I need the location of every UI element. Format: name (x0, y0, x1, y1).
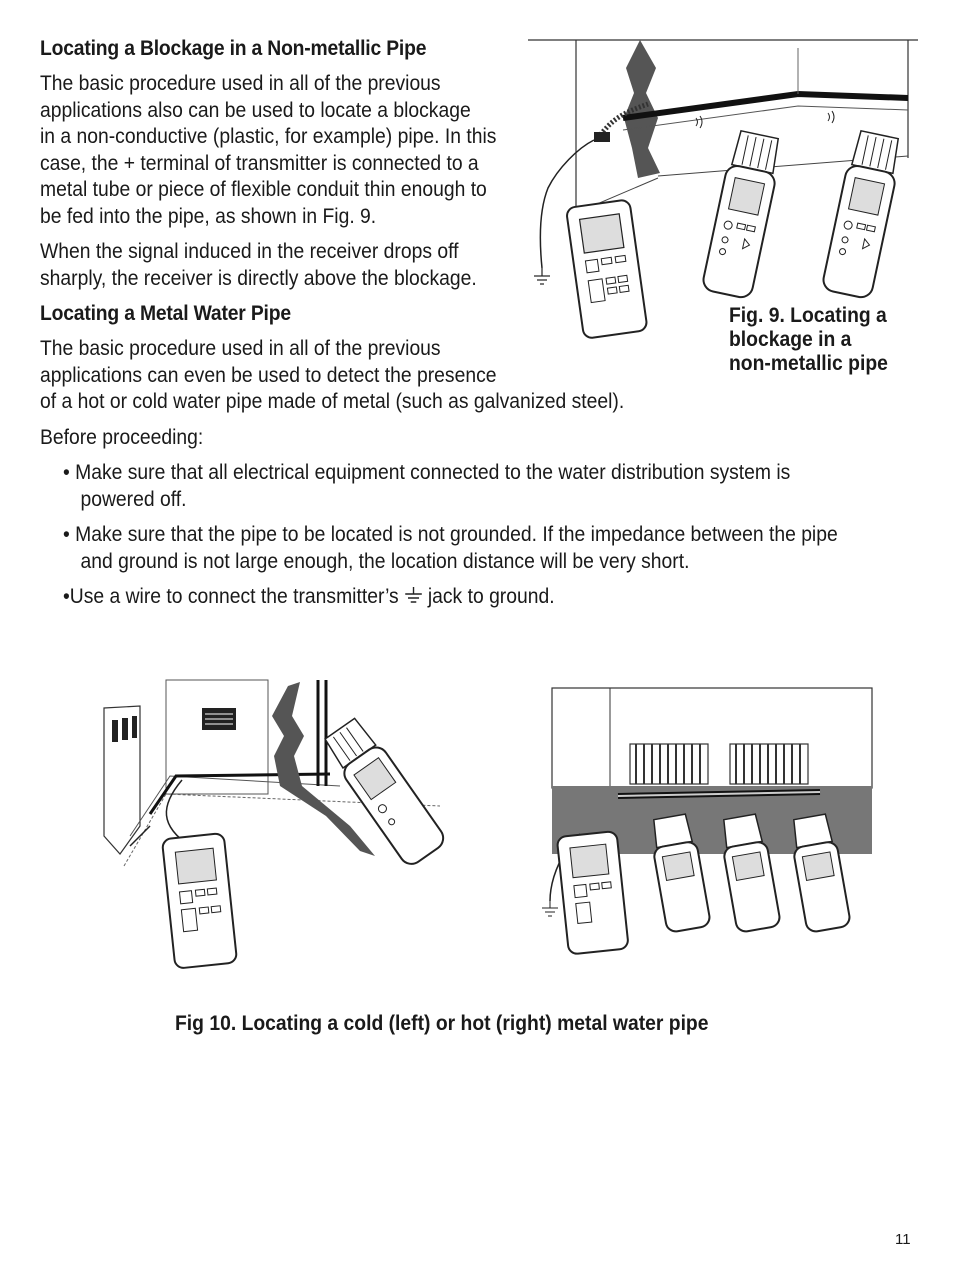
bullet-item (63, 460, 854, 513)
heading-metal-pipe: Locating a Metal Water Pipe (40, 302, 291, 325)
text-line: of a hot or cold water pipe made of metal (such as galvanized steel). (40, 390, 625, 413)
bullet-line: • Make sure that all electrical equipment connected to the water distribution system is (63, 461, 791, 484)
text-line: applications also can be used to locate a blockage (40, 98, 471, 122)
text-line: metal tube or piece of flexible conduit thin enough to (40, 178, 487, 201)
caption-line: Fig. 9. Locating a (729, 304, 887, 327)
text-line: The basic procedure used in all of the previous (40, 72, 441, 95)
before-proceeding: Before proceeding: (40, 426, 204, 449)
text-line: in a non-conductive (plastic, for example) pipe. In this (40, 125, 497, 148)
bullet-text: •Use a wire to connect the transmitter’s (63, 585, 399, 608)
heading-blockage: Locating a Blockage in a Non-metallic Pipe (40, 37, 427, 60)
text-line: applications can even be used to detect the presence (40, 363, 497, 387)
fig10-caption: Fig 10. Locating a cold (left) or hot (right) metal water pipe (175, 1012, 709, 1035)
text-line: When the signal induced in the receiver drops off (40, 240, 459, 263)
caption-line: non-metallic pipe (729, 352, 888, 375)
bullet-line: powered off. (80, 487, 187, 511)
text-line: be fed into the pipe, as shown in Fig. 9. (40, 204, 377, 228)
fig9-illustration (528, 38, 920, 343)
bullet-line: and ground is not large enough, the location distance will be very short. (80, 549, 690, 573)
paragraph-blockage-procedure (40, 71, 536, 230)
fig9-caption (729, 304, 902, 376)
bullet-item (63, 584, 555, 611)
bullet-item (63, 522, 905, 575)
text-line: case, the + terminal of transmitter is connected to a (40, 151, 479, 175)
page-number: 11 (895, 1231, 911, 1248)
bullet-line: • Make sure that the pipe to be located is not grounded. If the impedance between the pipe (63, 523, 838, 546)
signal-waves-icon (696, 111, 834, 128)
ground-symbol-icon (404, 587, 422, 605)
caption-line: blockage in a (729, 328, 852, 351)
fig10-left-illustration (90, 676, 450, 976)
text-line: The basic procedure used in all of the previous (40, 337, 441, 360)
text-line: sharply, the receiver is directly above the blockage. (40, 266, 477, 290)
paragraph-signal-drop (40, 239, 515, 292)
fig10-right-illustration (520, 686, 880, 962)
bullet-text: jack to ground. (422, 585, 555, 608)
paragraph-metal-pipe (40, 336, 675, 416)
